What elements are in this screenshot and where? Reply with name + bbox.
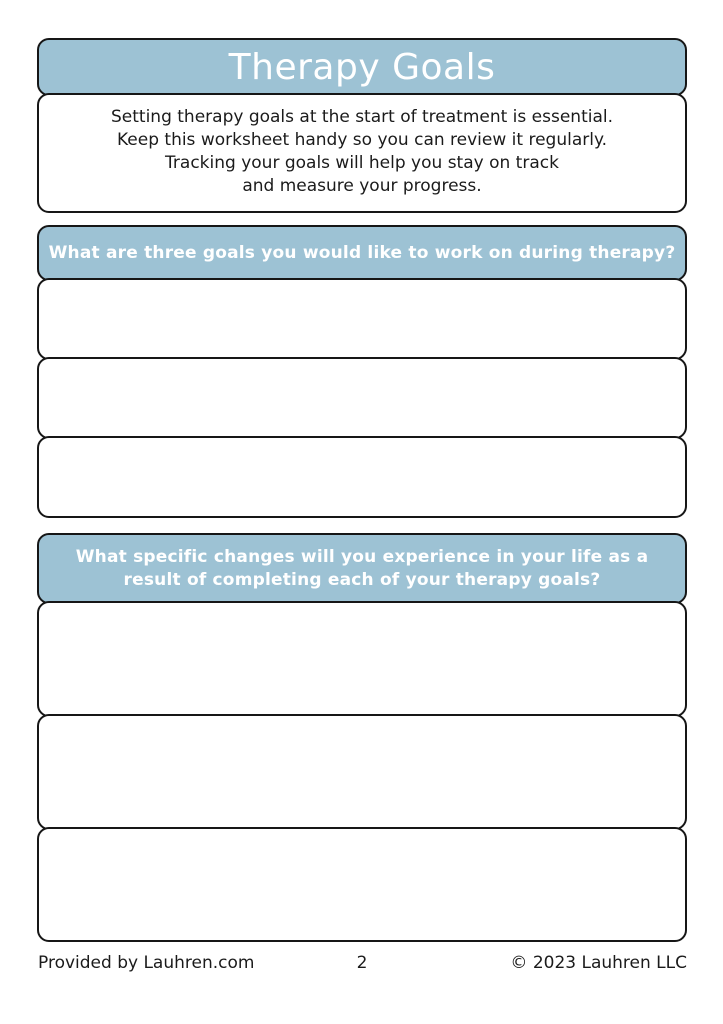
question-text-line-2: result of completing each of your therapy goals? [123, 569, 601, 590]
worksheet-title-bar [37, 38, 687, 96]
question-text: What are three goals you would like to work on during therapy? [48, 242, 676, 263]
intro-card [37, 38, 687, 213]
footer-copyright: © 2023 Lauhren LLC [510, 953, 687, 973]
section-specific-changes [37, 533, 687, 942]
page-title: Therapy Goals [228, 46, 496, 88]
footer-provided-by: Provided by Lauhren.com [38, 953, 255, 973]
intro-line-3: Tracking your goals will help you stay on track [165, 153, 559, 173]
intro-line-4: and measure your progress. [242, 176, 482, 196]
changes-answer-box-3 [37, 827, 687, 942]
question-bar-three-goals [37, 225, 687, 281]
question-bar-specific-changes [37, 533, 687, 604]
section-three-goals [37, 225, 687, 518]
footer-page-number: 2 [356, 953, 368, 973]
goal-answer-box-2 [37, 357, 687, 439]
changes-answer-box-1 [37, 601, 687, 717]
goal-answer-box-3 [37, 436, 687, 518]
intro-text-box [37, 93, 687, 213]
intro-line-1: Setting therapy goals at the start of treatment is essential. [110, 107, 613, 127]
goal-answer-box-1 [37, 278, 687, 360]
question-text-line-1: What specific changes will you experience in your life as a [75, 546, 649, 567]
page-footer [37, 951, 687, 977]
changes-answer-box-2 [37, 714, 687, 830]
intro-line-2: Keep this worksheet handy so you can review it regularly. [116, 130, 607, 150]
